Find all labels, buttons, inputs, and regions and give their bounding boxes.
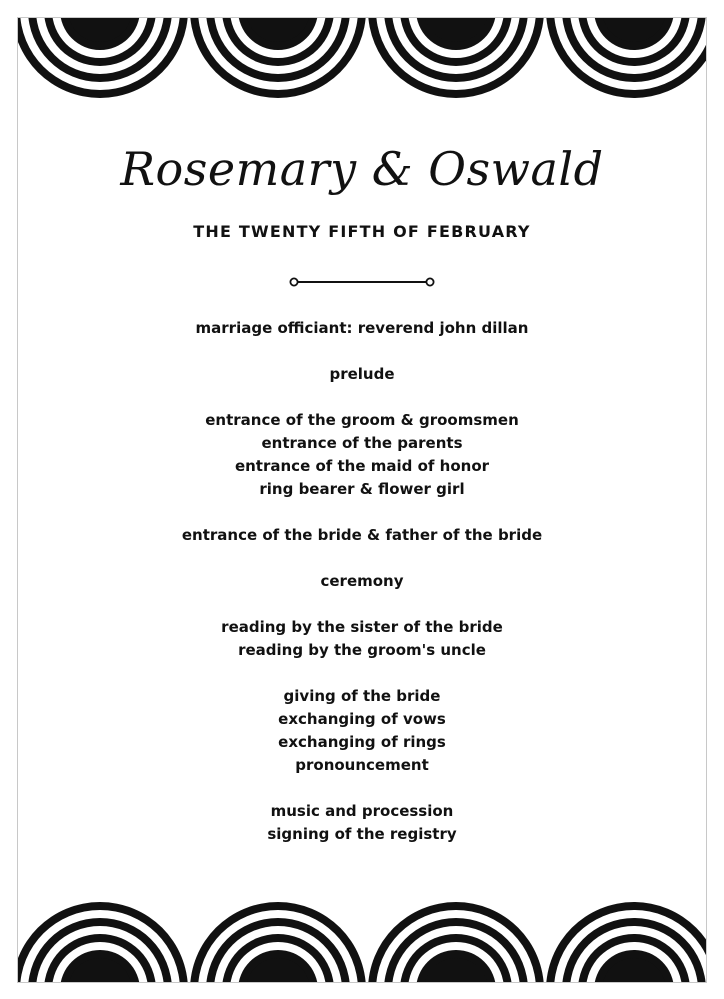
program-item: signing of the registry: [267, 825, 457, 843]
arc-ornament: [190, 18, 366, 98]
arc-ornament: [18, 902, 188, 982]
top-arc-border: [18, 18, 706, 98]
program-section: [18, 800, 706, 846]
arc-ornament: [546, 902, 706, 982]
program-item: reading by the groom's uncle: [238, 641, 486, 659]
arc-ornament: [190, 902, 366, 982]
program-item: entrance of the maid of honor: [234, 457, 490, 475]
program-item: ring bearer & flower girl: [259, 480, 465, 498]
program-section: [18, 685, 706, 777]
program-item: exchanging of vows: [278, 710, 446, 728]
program-item: pronouncement: [295, 756, 429, 774]
program-item: entrance of the groom & groomsmen: [205, 411, 519, 429]
program-section: [18, 317, 706, 340]
program-item: ceremony: [320, 572, 404, 590]
program-item: marriage officiant: reverend john dillan: [195, 319, 529, 337]
program-section: [18, 524, 706, 547]
program-item: entrance of the parents: [261, 434, 463, 452]
program-item: prelude: [329, 365, 395, 383]
program-section: [18, 570, 706, 593]
arc-ornament: [18, 18, 188, 98]
program-item: music and procession: [270, 802, 454, 820]
program-item: exchanging of rings: [278, 733, 446, 751]
program-item: entrance of the bride & father of the bride: [181, 526, 543, 544]
divider-ornament: [289, 275, 435, 289]
arc-ornament: [368, 18, 544, 98]
program-section: [18, 409, 706, 501]
program-item: giving of the bride: [283, 687, 441, 705]
program-section: [18, 363, 706, 386]
program-item: reading by the sister of the bride: [221, 618, 503, 636]
arc-ornament: [368, 902, 544, 982]
program-section: [18, 616, 706, 662]
ceremony-program: [18, 317, 706, 869]
arc-ornament: [546, 18, 706, 98]
bottom-arc-border: [18, 902, 706, 982]
wedding-date: THE TWENTY FIFTH OF FEBRUARY: [193, 222, 531, 241]
program-card: [17, 17, 707, 983]
couple-names: Rosemary & Oswald: [120, 142, 604, 196]
